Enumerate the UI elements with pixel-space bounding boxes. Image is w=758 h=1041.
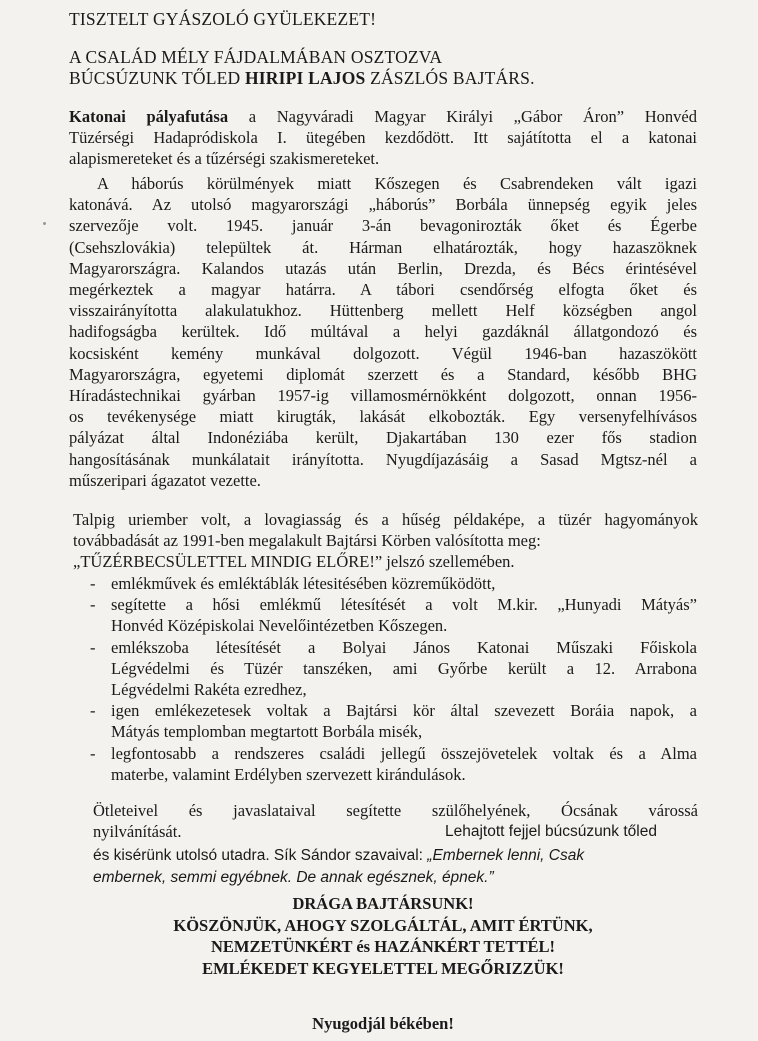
list-item: - legfontosabb a rendszeres családi jellegű összejövetelek voltak és a Alma materbe, valamint Erdélyben szervezett kirándulások. (90, 743, 697, 784)
paragraph-line (93, 867, 703, 889)
paragraph-gentleman (73, 509, 698, 573)
deceased-name: HIRIPI LAJOS (244, 68, 366, 88)
paragraph-line: hangosításának munkálatait irányította. Nyugdíjazásáig a Sasad Mgtsz-nél a (69, 449, 697, 469)
quote-block (93, 845, 703, 889)
paragraph-line: hadifogságba kerültek. Idő múltával a helyi gazdáknál állatgondozó és (69, 322, 697, 342)
closing-nation: NEMZETÜNKÉRT és HAZÁNKÉRT TETTÉL! (210, 937, 556, 956)
paragraph-lead-bold: Katonai pályafutása (69, 107, 229, 126)
motto-line: „TŰZÉRBECSÜLETTEL MINDIG ELŐRE!” jelszó szellemében. (73, 552, 515, 572)
list-dash: - (90, 637, 96, 657)
farewell-sentence-start: Lehajtott fejjel búcsúzunk tőled (445, 823, 657, 841)
paragraph-line: Híradástechnikai gyárban 1957-ig villamosmérnökként dolgozott, onnan 1956- (69, 386, 697, 406)
list-item: - igen emlékezetesek voltak a Bajtársi kör által szevezett Boráia napok, a Mátyás templomban megtartott Borbála misék, (90, 701, 697, 742)
list-item: - emlékművek és emléktáblák létesitésében közreműködött, (90, 574, 496, 593)
quote-italic: „Embernek lenni, Csak (427, 847, 585, 864)
list-item: - emlékszoba létesítését a Bolyai János Katonai Műszaki Főiskola Légvédelmi és Tüzér tanszéken, ami Győrbe került a 12. Arrabona Légvédelmi Rakéta ezredhez, (90, 637, 697, 700)
paragraph-line: (Csehszlovákia) települtek át. Hárman elhatározták, hogy hazaszöknek (69, 237, 697, 257)
paragraph-ocsa (93, 800, 698, 842)
paragraph-line: visszairányította alakulatukhoz. Hüttenberg mellett Helf községben angol (69, 301, 697, 321)
paragraph-line: műszeripari ágazatot vezette. (69, 470, 261, 490)
paragraph-line: megérkeztek a magyar határra. A tábori csendőrség elfogta őket és (69, 280, 697, 300)
paragraph-line: Magyarországra, egyetemi diplomát szerzett és a Standard, később BHG (69, 364, 697, 384)
paragraph-line: alapismereteket és a tűzérségi szakismereteket. (69, 149, 380, 169)
paragraph-line: Magyarországra. Kalandos utazás után Berlin, Drezda, és Bécs érintésével (69, 258, 697, 278)
achievements-list (90, 573, 697, 785)
paragraph-line: pályázat által Indonéziába került, Djakartában 130 ezer fős stadion (69, 428, 697, 448)
paragraph-line: Tüzérségi Hadapródiskola I. ütegében kezdődött. Itt sajátította el a katonai (69, 128, 697, 148)
header-rank-text: ZÁSZLÓS BAJTÁRS. (365, 68, 535, 88)
paragraph-military-career (69, 106, 697, 170)
header-greeting: TISZTELT GYÁSZOLÓ GYÜLEKEZET! (69, 9, 377, 29)
closing-memory: EMLÉKEDET KEGYELETTEL MEGŐRIZZÜK! (202, 959, 564, 978)
paragraph-line: Ötleteivel és javaslataival segítette szülőhelyének, Ócsának várossá (93, 801, 698, 820)
paragraph-line: A háborús körülmények miatt Kőszegen és Csabrendeken vált igazi (97, 174, 697, 193)
paragraph-line: szervezője volt. 1945. január 3-án bevagonirozták őket és Égerbe (69, 216, 697, 236)
paragraph-line: katonává. Az utolsó magyarországi „háborús” Borbála ünnepség egyik jeles (69, 195, 697, 215)
list-dash: - (90, 701, 96, 721)
paragraph-line: továbbadását az 1991-ben megalakult Bajtársi Körben valósította meg: (73, 531, 541, 551)
closing-rest-in-peace: Nyugodjál békében! (312, 1014, 454, 1033)
paragraph-line: Katonai pályafutása a Nagyváradi Magyar Királyi „Gábor Áron” Honvéd (69, 107, 698, 126)
quote-italic: embernek, semmi egyébnek. De annak egésznek, épnek.” (93, 869, 494, 886)
paragraph-line: Talpig uriember volt, a lovagiasság és a hűség példaképe, a tüzér hagyományok (73, 510, 698, 529)
paragraph-war-and-life (69, 173, 697, 491)
closing-dear-comrade: DRÁGA BAJTÁRSUNK! (292, 894, 474, 913)
header-farewell-text: BÚCSÚZUNK TŐLED (69, 68, 245, 88)
list-dash: - (90, 574, 96, 593)
paragraph-line: os tevékenysége miatt kirugták, lakását elkobozták. Egy versenyfelhívásos (69, 407, 697, 427)
paragraph-line: kocsisként kemény munkával dolgozott. Végül 1946-ban hazaszökött (69, 343, 697, 363)
list-item: - segítette a hősi emlékmű létesítését a volt M.kir. „Hunyadi Mátyás” Honvéd Középiskolai Nevelőintézetben Kőszegen. (90, 595, 697, 636)
header-line-2: A CSALÁD MÉLY FÁJDALMÁBAN OSZTOZVA (69, 47, 443, 67)
paper-speck (43, 222, 46, 225)
paragraph-line: nyilvánítását. Lehajtott fejjel búcsúzunk tőled (93, 822, 657, 842)
list-dash: - (90, 743, 96, 763)
header-line-3 (69, 68, 535, 89)
closing-thanks: KÖSZÖNJÜK, AHOGY SZOLGÁLTÁL, AMIT ÉRTÜNK, (173, 916, 593, 935)
paragraph-line: és kisérünk utolsó utadra. Sík Sándor szavaival: „Embernek lenni, Csak (93, 847, 585, 864)
list-dash: - (90, 595, 96, 615)
